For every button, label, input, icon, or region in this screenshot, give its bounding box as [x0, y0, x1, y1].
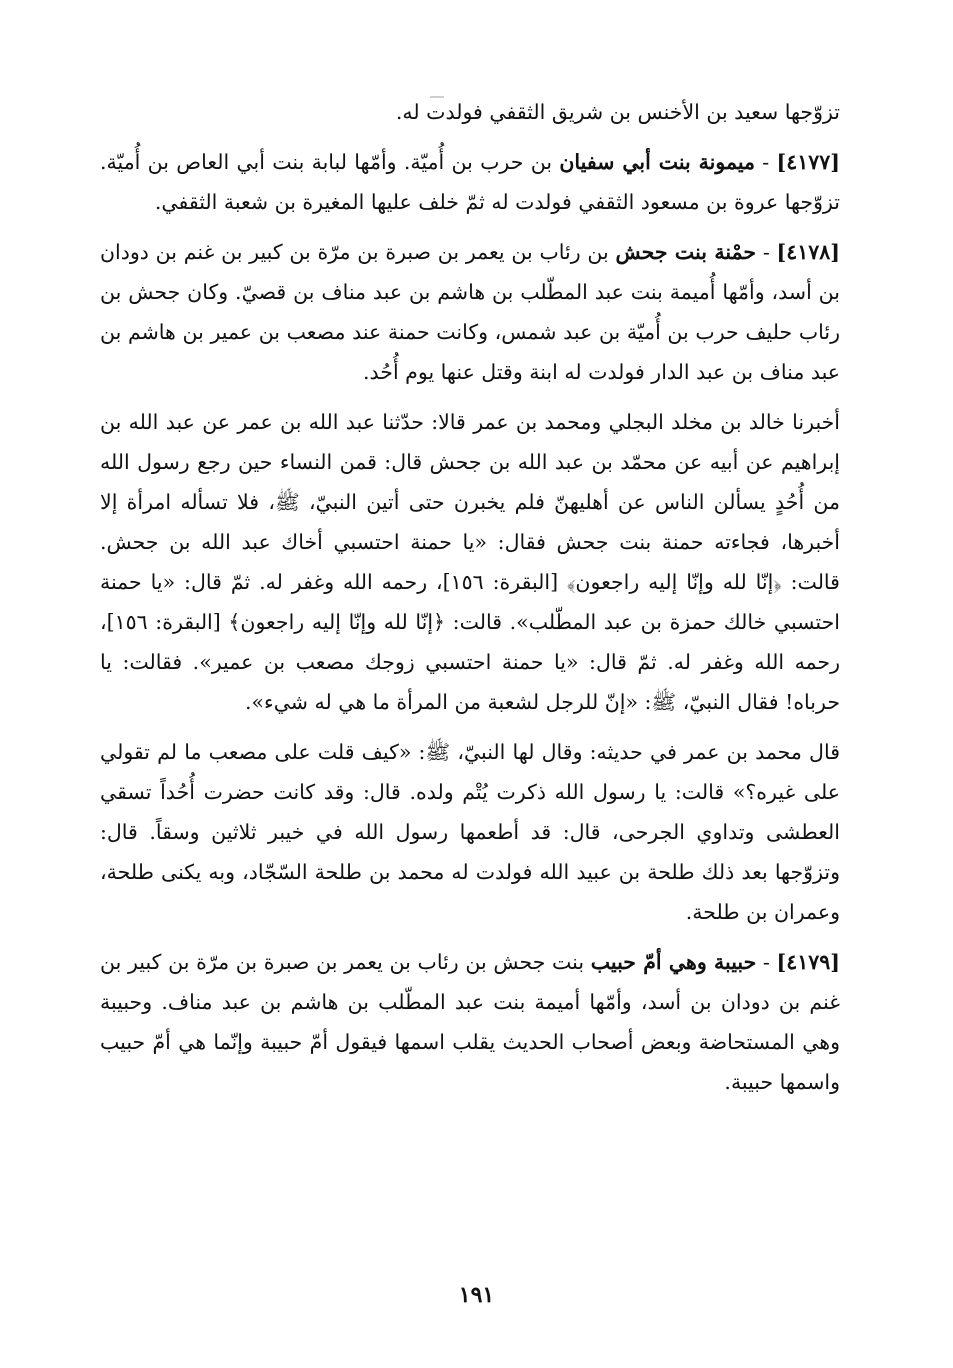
paragraph-text: بن حرب بن أُميّة. وأمّها لبابة بنت أبي العاص بن أُميّة. تزوّجها عروة بن مسعود الثقفي فولدت له ثمّ خلف عليها المغيرة بن شعبة الثقفي. — [100, 150, 840, 214]
entry-name: ميمونة بنت أبي سفيان — [559, 150, 755, 174]
entry-4177: [٤١٧٧] - ميمونة بنت أبي سفيان بن حرب بن أُميّة. وأمّها لبابة بنت أبي العاص بن أُميّة. تزوّجها عروة بن مسعود الثقفي فولدت له ثمّ خلف عليها المغيرة بن شعبة الثقفي. — [100, 150, 840, 214]
entry-name: حبيبة وهي أمّ حبيب — [590, 950, 757, 974]
narration-paragraph — [100, 732, 840, 932]
page-body — [100, 92, 840, 1102]
paragraph-text: قال محمد بن عمر في حديثه: وقال لها النبيّ، ﷺ: «كيف قلت على مصعب ما لم تقولي على غيره؟» قالت: يا رسول الله ذكرت يُتْم ولده. قال: وقد كانت حضرت أُحُداً تسقي العطشى وتداوي الجرحى، قال: قد أطعمها رسول الله في خيبر ثلاثين وسقاً. قال: وتزوّجها بعد ذلك طلحة بن عبيد الله فولدت له محمد بن طلحة السّجّاد، وبه يكنى طلحة، وعمران بن طلحة. — [100, 740, 840, 924]
paragraph-text: تزوّجها سعيد بن الأخنس بن شريق الثقفي فولدت له. — [395, 100, 840, 124]
paragraph-text: بنت جحش بن رئاب بن يعمر بن صبرة بن مرّة بن كبير بن غنم بن دودان بن أسد، وأمّها أميمة بنت عبد المطّلب بن هاشم بن عبد مناف. وحبيبة وهي المستحاضة وبعض أصحاب الحديث يقلب اسمها فيقول أمّ حبيبة وإنّما هي أمّ حبيب واسمها حبيبة. — [100, 950, 840, 1094]
entry-number: [٤١٧٨] — [776, 240, 840, 264]
entry-number: [٤١٧٩] — [776, 950, 840, 974]
paragraph-text: أخبرنا خالد بن مخلد البجلي ومحمد بن عمر قالا: حدّثنا عبد الله بن عمر عن عبد الله بن إبراهيم عن أبيه عن محمّد بن عبد الله بن جحش قال: قمن النساء حين رجع رسول الله من أُحُدٍ يسألن الناس عن أهليهنّ فلم يخبرن حتى أتين النبيّ، ﷺ، فلا تسأله امرأة إلا أخبرها، فجاءته حمنة بنت جحش فقال: «يا حمنة احتسبي أخاك عبد الله بن جحش. قالت: ﴿إنّا لله وإنّا إليه راجعون﴾ [البقرة: ١٥٦]، رحمه الله وغفر له. ثمّ قال: «يا حمنة احتسبي خالك حمزة بن عبد المطّلب». قالت: ﴿إنّا لله وإنّا إليه راجعون﴾ [البقرة: ١٥٦]، رحمه الله وغفر له. ثمّ قال: «يا حمنة احتسبي زوجك مصعب بن عمير». فقالت: يا حرباه! فقال النبيّ، ﷺ: «إنّ للرجل لشعبة من المرأة ما هي له شيء». — [100, 410, 840, 714]
entry-4179: [٤١٧٩] - حبيبة وهي أمّ حبيب بنت جحش بن رئاب بن يعمر بن صبرة بن مرّة بن كبير بن غنم بن دودان بن أسد، وأمّها أميمة بنت عبد المطّلب بن هاشم بن عبد مناف. وحبيبة وهي المستحاضة وبعض أصحاب الحديث يقلب اسمها فيقول أمّ حبيبة وإنّما هي أمّ حبيب واسمها حبيبة. — [100, 950, 840, 1094]
paragraph-continuation — [100, 92, 840, 132]
paragraph-text: بن رئاب بن يعمر بن صبرة بن مرّة بن كبير بن غنم بن دودان بن أسد، وأمّها أُميمة بنت عبد المطّلب بن هاشم بن عبد مناف بن قصيّ. وكان جحش بن رئاب حليف حرب بن أُميّة بن عبد شمس، وكانت حمنة عند مصعب بن عمير بن هاشم بن عبد مناف بن عبد الدار فولدت له ابنة وقتل عنها يوم أُحُد. — [100, 240, 840, 384]
page-number: ١٩١ — [458, 1282, 495, 1308]
entry-number: [٤١٧٧] — [776, 150, 840, 174]
entry-name: حمْنة بنت جحش — [615, 240, 757, 264]
entry-4178: [٤١٧٨] - حمْنة بنت جحش بن رئاب بن يعمر بن صبرة بن مرّة بن كبير بن غنم بن دودان بن أسد، وأمّها أُميمة بنت عبد المطّلب بن هاشم بن عبد مناف بن قصيّ. وكان جحش بن رئاب حليف حرب بن أُميّة بن عبد شمس، وكانت حمنة عند مصعب بن عمير بن هاشم بن عبد مناف بن عبد الدار فولدت له ابنة وقتل عنها يوم أُحُد. — [100, 240, 840, 384]
narration-paragraph — [100, 402, 840, 722]
